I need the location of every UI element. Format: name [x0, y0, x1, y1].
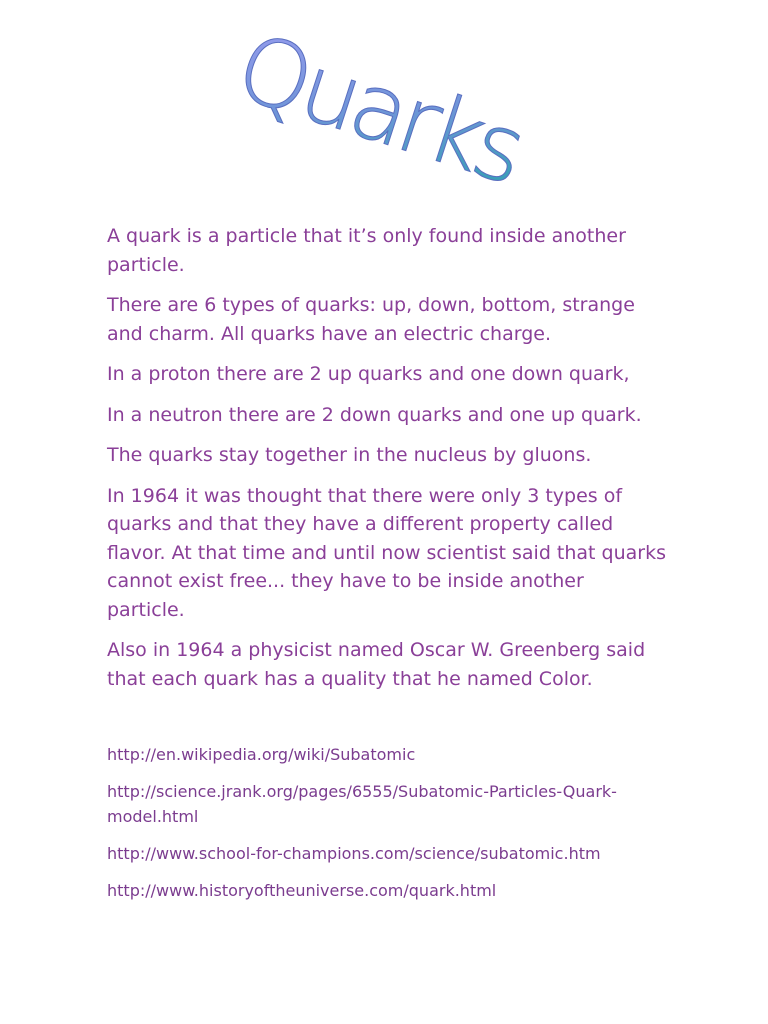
reference-link[interactable]: http://www.historyoftheuniverse.com/quark.html — [107, 881, 497, 900]
title-wordart-svg — [224, 13, 534, 205]
reference-links — [107, 742, 667, 915]
reference-link[interactable]: http://en.wikipedia.org/wiki/Subatomic — [107, 745, 416, 764]
reference-link[interactable]: http://science.jrank.org/pages/6555/Subatomic-Particles-Quark-model.html — [107, 782, 617, 826]
paragraph: In a proton there are 2 up quarks and one down quark, — [107, 363, 630, 385]
paragraph: In 1964 it was thought that there were only 3 types of quarks and that they have a different property called flavor. At that time and until now scientist said that quarks cannot exist free... they have to be inside another particle. — [107, 484, 667, 621]
paragraph: Also in 1964 a physicist named Oscar W. Greenberg said that each quark has a quality that he named Color. — [107, 639, 646, 690]
paragraph: There are 6 types of quarks: up, down, bottom, strange and charm. All quarks have an electric charge. — [107, 294, 635, 345]
paragraph: A quark is a particle that it’s only found inside another particle. — [107, 225, 626, 276]
reference-link[interactable]: http://www.school-for-champions.com/science/subatomic.htm — [107, 844, 601, 863]
paragraph: In a neutron there are 2 down quarks and one up quark. — [107, 403, 642, 426]
body-text — [107, 222, 667, 705]
title-wordart — [224, 13, 534, 205]
paragraph: The quarks stay together in the nucleus by gluons. — [107, 444, 592, 466]
page-title: Quarks — [224, 13, 534, 205]
